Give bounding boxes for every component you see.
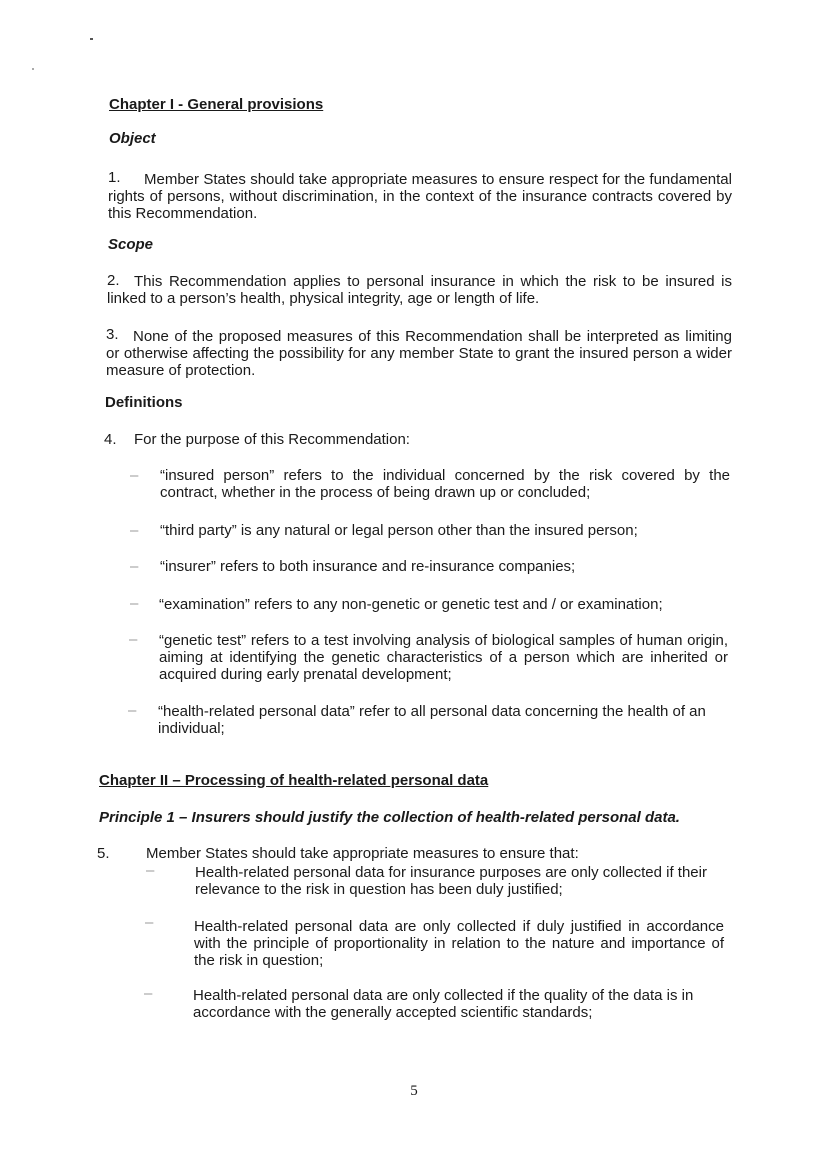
paragraph-number: 1.	[108, 169, 121, 186]
definition-item: “examination” refers to any non-genetic or genetic test and / or examination;	[159, 596, 663, 613]
scan-speck	[90, 38, 93, 40]
definition-item: “genetic test” refers to a test involving analysis of biological samples of human origin, aiming at identifying the genetic characteristics of a person which are inherited or acquired during early prenatal development;	[159, 632, 728, 683]
paragraph-5: Member States should take appropriate measures to ensure that:	[146, 845, 579, 862]
definitions-heading: Definitions	[105, 394, 183, 411]
definition-item: “insured person” refers to the individual concerned by the risk covered by the contract, whether in the process of being drawn up or concluded;	[160, 467, 730, 501]
scope-heading: Scope	[108, 236, 154, 253]
paragraph-number: 2.	[107, 272, 120, 289]
object-heading: Object	[109, 130, 156, 147]
chapter-2-title: Chapter II – Processing of health-related personal data	[99, 772, 489, 789]
principle-item: Health-related personal data are only collected if duly justified in accordance with the principle of proportionality in relation to the nature and importance of the risk in question;	[194, 918, 724, 969]
paragraph-1: Member States should take appropriate measures to ensure respect for the fundamental rights of persons, without discrimination, in the context of the insurance contracts covered by this Recommendation.	[108, 171, 732, 222]
list-dash: –	[129, 631, 138, 648]
list-dash: –	[144, 985, 153, 1002]
paragraph-2: This Recommendation applies to personal insurance in which the risk to be insured is linked to a person’s health, physical integrity, age or length of life.	[107, 273, 732, 307]
paragraph-number: 3.	[106, 326, 119, 343]
list-dash: –	[145, 914, 154, 931]
list-dash: –	[130, 595, 139, 612]
principle-item: Health-related personal data are only collected if the quality of the data is in accordance with the generally accepted scientific standards;	[193, 987, 694, 1021]
principle-1-heading: Principle 1 – Insurers should justify the collection of health-related personal data.	[99, 809, 680, 826]
scan-speck	[32, 68, 34, 70]
paragraph-4: For the purpose of this Recommendation:	[134, 431, 410, 448]
list-dash: –	[130, 558, 139, 575]
paragraph-number: 4.	[104, 431, 117, 448]
definition-item: “third party” is any natural or legal person other than the insured person;	[160, 522, 638, 539]
principle-item: Health-related personal data for insurance purposes are only collected if their relevance to the risk in question has been duly justified;	[195, 864, 707, 898]
paragraph-number: 5.	[97, 845, 110, 862]
definition-item: “insurer” refers to both insurance and re-insurance companies;	[160, 558, 576, 575]
chapter-1-title: Chapter I - General provisions	[109, 96, 324, 113]
list-dash: –	[130, 522, 139, 539]
list-dash: –	[130, 467, 139, 484]
page-number: 5	[410, 1083, 418, 1099]
definition-item: “health-related personal data” refer to all personal data concerning the health of an individual;	[158, 703, 706, 737]
list-dash: –	[128, 702, 137, 719]
list-dash: –	[146, 862, 155, 879]
paragraph-3: None of the proposed measures of this Recommendation shall be interpreted as limiting or otherwise affecting the possibility for any member State to grant the insured person a wider measure of protection.	[106, 328, 732, 379]
